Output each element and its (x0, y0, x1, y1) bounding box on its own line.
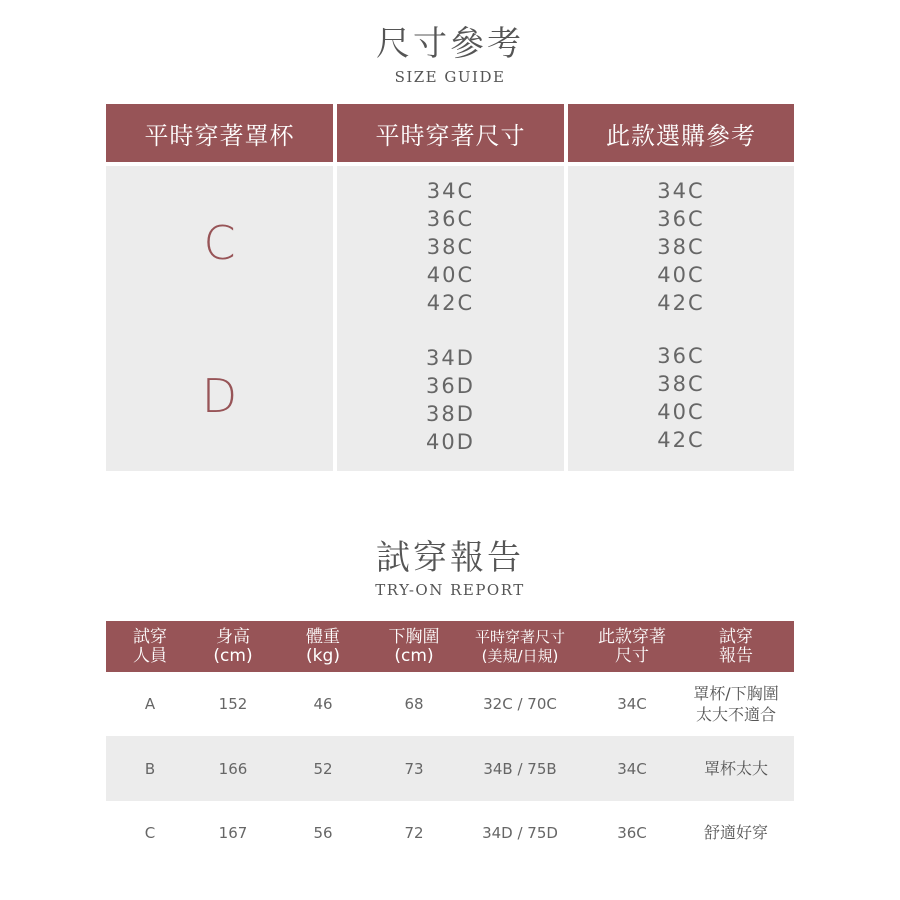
report-cell: 舒適好穿 (703, 823, 768, 842)
header-line: 試穿 (719, 626, 753, 647)
header-weight (272, 621, 374, 672)
height-cell: 167 (218, 823, 248, 842)
header-worn-size (586, 621, 678, 672)
weight-cell: 52 (313, 759, 333, 778)
cup-cell (106, 166, 333, 320)
header-person (106, 621, 194, 672)
header-line: 體重 (306, 626, 340, 647)
weight-cell: 46 (313, 695, 333, 713)
height-cell: 152 (218, 695, 248, 713)
cup-letter: C (203, 216, 236, 270)
recommend-list (657, 166, 704, 317)
recommend-cell (568, 166, 794, 320)
report-cell: 罩杯太大 (703, 759, 768, 778)
header-usual-size: 平時穿著尺寸 (337, 104, 564, 162)
table-row (106, 736, 794, 801)
header-line: (kg) (306, 645, 340, 666)
header-line: 下胸圍 (388, 626, 440, 647)
header-line: (美規/日規) (481, 646, 559, 665)
table-row (106, 672, 794, 736)
header-line: 尺寸 (615, 645, 649, 666)
report-subtitle: TRY-ON REPORT (375, 581, 525, 599)
size-guide-row-d (106, 316, 794, 467)
size-value: 36C (657, 344, 705, 368)
table-row (106, 801, 794, 864)
header-underbust (374, 621, 454, 672)
underbust-cell: 68 (404, 695, 424, 713)
report-table (106, 621, 794, 864)
usual-size-cell (337, 320, 564, 471)
size-guide-subtitle: SIZE GUIDE (394, 68, 506, 86)
size-value: 40C (426, 263, 475, 287)
size-value: 36C (657, 207, 705, 231)
header-line: 報告 (719, 645, 753, 666)
usual-size-cell: 34D / 75D (482, 823, 558, 842)
underbust-cell: 73 (404, 759, 424, 778)
size-guide-table (106, 104, 794, 467)
usual-size-list (426, 320, 475, 456)
header-line: (cm) (213, 645, 253, 666)
size-guide-title: 尺寸參考 (376, 24, 524, 64)
worn-size-cell: 34C (617, 759, 647, 778)
size-value: 42C (657, 291, 705, 315)
person-cell: C (144, 823, 156, 842)
report-line: 罩杯/下胸圍 (693, 684, 779, 703)
header-line: (cm) (394, 645, 434, 666)
size-value: 36C (426, 207, 475, 231)
weight-cell: 56 (313, 823, 333, 842)
header-line: 平時穿著尺寸 (474, 627, 565, 646)
usual-size-cell (337, 166, 564, 320)
size-value: 42C (426, 291, 475, 315)
size-value: 38C (426, 235, 475, 259)
header-line: 此款穿著 (598, 626, 666, 647)
size-value: 40D (426, 430, 475, 454)
worn-size-cell: 36C (617, 823, 647, 842)
size-guide-row-c (106, 162, 794, 316)
worn-size-cell: 34C (617, 695, 647, 713)
usual-size-cell: 32C / 70C (483, 695, 557, 713)
header-line: 身高 (215, 626, 250, 647)
header-line: 人員 (133, 645, 167, 666)
header-recommendation: 此款選購參考 (568, 104, 794, 162)
report-header-row (106, 621, 794, 672)
report-cell (678, 683, 794, 725)
recommend-list (657, 320, 704, 454)
recommend-cell (568, 320, 794, 471)
size-value: 40C (657, 400, 705, 424)
size-value: 38C (657, 372, 705, 396)
header-line: 試穿 (133, 626, 167, 647)
report-title: 試穿報告 (376, 538, 524, 578)
header-height (194, 621, 272, 672)
size-value: 36D (426, 374, 475, 398)
underbust-cell: 72 (404, 823, 424, 842)
size-value: 42C (657, 428, 705, 452)
size-value: 34D (426, 346, 475, 370)
size-value: 40C (657, 263, 705, 287)
size-value: 38D (426, 402, 475, 426)
size-value: 34C (426, 179, 475, 203)
report-line: 太大不適合 (695, 705, 776, 724)
size-value: 38C (657, 235, 705, 259)
usual-size-list (427, 166, 474, 317)
header-usual-cup: 平時穿著罩杯 (106, 104, 333, 162)
size-value: 34C (657, 179, 705, 203)
header-report (678, 621, 794, 672)
person-cell: A (144, 695, 156, 713)
size-guide-header-row (106, 104, 794, 162)
cup-cell (106, 320, 333, 471)
header-usual-size (454, 621, 586, 672)
usual-size-cell: 34B / 75B (483, 759, 557, 778)
height-cell: 166 (218, 759, 248, 778)
person-cell: B (144, 759, 156, 778)
cup-letter: D (201, 368, 238, 423)
